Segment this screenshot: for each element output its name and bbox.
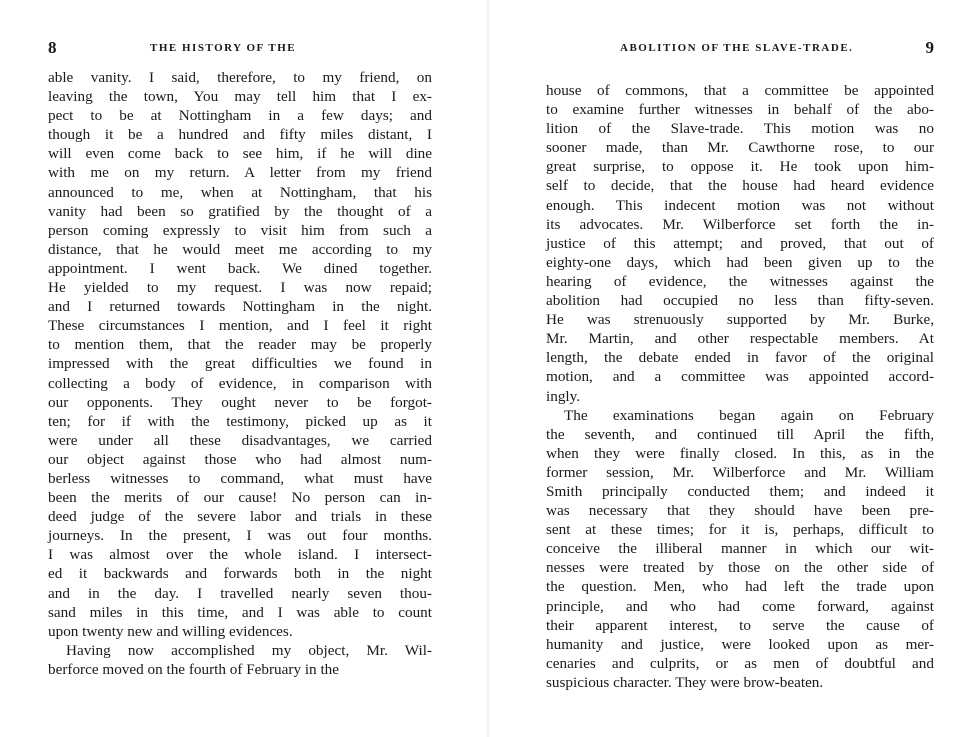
left-page-number: 8 bbox=[48, 38, 57, 57]
text-line: the question. Men, who had left the trade upon bbox=[546, 578, 934, 596]
text-line: able vanity. I said, therefore, to my friend, on bbox=[48, 69, 432, 86]
text-line: length, the debate ended in favor of the original bbox=[546, 349, 934, 367]
text-line: impressed with the great difficulties we found in bbox=[48, 355, 432, 373]
text-line: great surprise, to oppose it. He took upon him- bbox=[546, 158, 934, 176]
text-line: though it be a hundred and fifty miles distant, I bbox=[48, 126, 432, 144]
text-line: Having now accomplished my object, Mr. Wil- bbox=[66, 641, 432, 659]
text-line: its advocates. Mr. Wilberforce set forth the in- bbox=[546, 215, 934, 233]
text-line: cenaries and culprits, or as men of doubtful and bbox=[546, 654, 934, 672]
text-line: sooner made, than Mr. Cawthorne rose, to our bbox=[546, 139, 934, 157]
text-line: suspicious character. They were brow-beaten. bbox=[546, 673, 824, 691]
text-line: were under all these disadvantages, we carried bbox=[48, 431, 432, 449]
text-line: person coming expressly to visit him from such a bbox=[48, 221, 432, 239]
text-line: sent at these times; for it is, perhaps, difficult to bbox=[546, 521, 934, 539]
text-line: ingly. bbox=[546, 387, 581, 405]
text-line: when they were finally closed. In this, as in the bbox=[546, 444, 934, 462]
text-line: ed it backwards and forwards both in the night bbox=[48, 565, 432, 583]
text-line: humanity and justice, were looked upon as mer- bbox=[546, 635, 934, 653]
text-line: upon twenty new and willing evidences. bbox=[48, 622, 293, 640]
text-line: announced to me, when at Nottingham, that his bbox=[48, 183, 432, 201]
right-page-header bbox=[546, 40, 934, 60]
text-line: our object against those who had almost num- bbox=[48, 450, 432, 468]
text-line: to examine further witnesses in behalf of the abo- bbox=[546, 101, 934, 119]
text-line: ten; for if with the testimony, picked up as it bbox=[48, 412, 432, 430]
text-line: hearing of evidence, the witnesses against the bbox=[546, 272, 934, 290]
text-line: distance, that he would meet me according to my bbox=[48, 240, 432, 258]
left-page-header bbox=[48, 40, 432, 60]
text-line: sand miles in this time, and I was able to count bbox=[48, 603, 432, 621]
text-line: Smith principally conducted them; and indeed it bbox=[546, 482, 934, 500]
text-line: been the merits of our cause! No person can in- bbox=[48, 489, 432, 507]
text-line: collecting a body of evidence, in comparison with bbox=[48, 374, 432, 392]
text-line: conceive the illiberal manner in which our wit- bbox=[546, 540, 934, 558]
text-line: former session, Mr. Wilberforce and Mr. William bbox=[546, 463, 934, 481]
text-line: Mr. Martin, and other respectable members. At bbox=[546, 330, 934, 348]
text-line: with me on my return. A letter from my friend bbox=[48, 164, 432, 182]
text-line: eighty-one days, which had been given up to the bbox=[546, 253, 934, 271]
right-page-text bbox=[546, 81, 934, 692]
text-line: He yielded to my request. I was now repaid; bbox=[48, 279, 432, 297]
text-line: to mention them, that the reader may be properly bbox=[48, 336, 432, 354]
text-line: appointment. I went back. We dined together. bbox=[48, 259, 432, 277]
text-line: deed judge of the severe labor and trials in these bbox=[48, 508, 432, 526]
text-line: justice of this attempt; and proved, that out of bbox=[546, 234, 934, 252]
text-line: will even come back to see him, if he will dine bbox=[48, 145, 432, 163]
text-line: the seventh, and continued till April the fifth, bbox=[546, 425, 934, 443]
text-line: our opponents. They ought never to be forgot- bbox=[48, 393, 432, 411]
text-line: abolition had occupied no less than fifty-seven. bbox=[546, 292, 934, 310]
right-running-head: ABOLITION OF THE SLAVE-TRADE. bbox=[620, 42, 854, 54]
text-line: The examinations began again on February bbox=[564, 406, 934, 424]
text-line: pect to be at Nottingham in a few days; and bbox=[48, 107, 432, 125]
text-line: principle, and who had come forward, against bbox=[546, 597, 934, 615]
text-line: and in the day. I travelled nearly seven thou- bbox=[48, 584, 432, 602]
text-line: house of commons, that a committee be appointed bbox=[546, 82, 934, 99]
text-line: was necessary that they should have been pre- bbox=[546, 502, 934, 520]
text-line: He was strenuously supported by Mr. Burke, bbox=[546, 311, 934, 329]
text-line: and I returned towards Nottingham in the night. bbox=[48, 298, 432, 316]
left-page-text bbox=[48, 68, 432, 679]
text-line: self to decide, that the house had heard evidence bbox=[546, 177, 934, 195]
right-page-number: 9 bbox=[925, 38, 934, 57]
text-line: enough. This indecent motion was not without bbox=[546, 196, 934, 214]
left-running-head: THE HISTORY OF THE bbox=[150, 42, 297, 54]
text-line: berless witnesses to command, what must have bbox=[48, 469, 432, 487]
text-line: berforce moved on the fourth of February in the bbox=[48, 660, 339, 678]
text-line: leaving the town, You may tell him that I ex- bbox=[48, 88, 432, 106]
text-line: I was almost over the whole island. I intersect- bbox=[48, 546, 432, 564]
text-line: their apparent interest, to serve the cause of bbox=[546, 616, 934, 634]
text-line: vanity had been so gratified by the thought of a bbox=[48, 202, 432, 220]
text-line: nesses were treated by those on the other side of bbox=[546, 559, 934, 577]
text-line: lition of the Slave-trade. This motion was no bbox=[546, 120, 934, 138]
book-gutter bbox=[486, 0, 490, 737]
text-line: These circumstances I mention, and I feel it right bbox=[48, 317, 432, 335]
text-line: motion, and a committee was appointed accord- bbox=[546, 368, 934, 386]
text-line: journeys. In the present, I was out four months. bbox=[48, 527, 432, 545]
